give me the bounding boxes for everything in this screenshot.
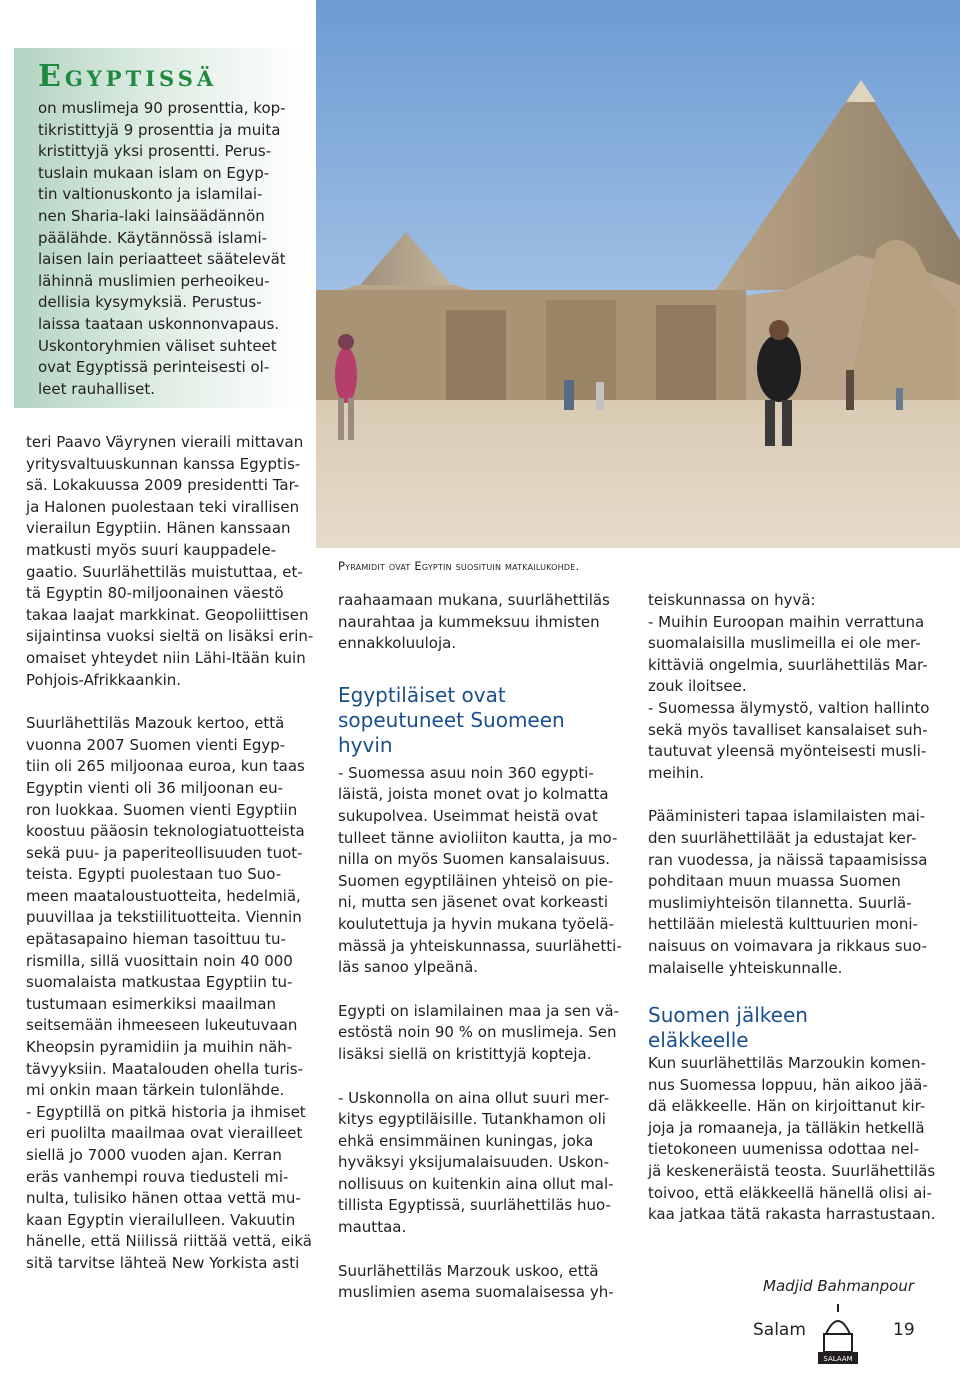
text-line: ran vuodessa, ja näissä tapaamisissa [648,850,928,869]
text-line: päälähde. Käytännössä islami- [38,228,268,247]
text-line: ni, mutta sen jäsenet ovat korkeasti [338,893,608,912]
text-line: muslimien asema suomalaisessa yh- [338,1283,614,1302]
text-line: - Suomessa älymystö, valtion hallinto [648,698,930,717]
text-line: takaa laajat markkinat. Geopoliittisen [26,605,309,624]
text-line: tietokoneen uumenissa odottaa nel- [648,1140,920,1159]
text-line: eläkkeelle [648,1028,749,1053]
text-line: tä Egyptin 80-miljoonainen väestö [26,584,284,603]
text-line: dä eläkkeelle. Hän on kirjoittanut kir- [648,1097,926,1116]
text-line: sekä puu- ja paperiteollisuuden tuot- [26,843,303,862]
text-line: muslimiyhteisön tilannetta. Suurlä- [648,893,912,912]
paragraph [648,590,930,784]
paragraph [338,1088,618,1239]
text-line: läs sanoo ylpeänä. [338,958,479,977]
pyramids-photo [316,0,960,548]
text-line: nen Sharia-laki lainsäädännön [38,206,265,225]
text-line: dellisia kysymyksiä. Perustus- [38,293,262,312]
text-line: - Uskonnolla on aina ollut suuri mer- [338,1088,610,1107]
text-line: lisäksi siellä on kristittyjä kopteja. [338,1044,592,1063]
text-line: meen maataloustuotteita, hedelmiä, [26,886,301,905]
paragraph [338,1001,618,1066]
text-line: koulutettuja ja hyvin mukana työelä- [338,914,614,933]
text-line: nilla on myös Suomen kansalaisuus. [338,850,611,869]
text-line: raahaamaan mukana, suurlähettiläs [338,591,610,609]
section-heading [648,1003,918,1053]
text-line: hyväksyi yksijumalaisuuden. Uskon- [338,1153,609,1172]
sidebar-text [38,98,308,400]
text-line: puuvillaa ja tekstiilituotteita. Viennin [26,908,302,927]
text-line: sitä tarvitse lähteä New Yorkista asti [26,1253,300,1272]
text-line: naisuus on voimavara ja rikkaus suo- [648,936,927,955]
paragraph [338,763,622,979]
text-line: sekä myös tavalliset kansalaiset suh- [648,720,928,739]
text-line: suomalaisilla muslimeilla ei ole mer- [648,634,921,653]
paragraph [26,432,314,691]
magazine-name: Salam [753,1320,806,1340]
text-line: teri Paavo Väyrynen vieraili mittavan [26,433,304,451]
text-line: eräs vanhempi rouva tiedusteli mi- [26,1167,289,1186]
text-line: rismilla, sillä vuosittain noin 40 000 [26,951,293,970]
text-line: laissa taataan uskonnonvapaus. [38,314,280,333]
text-line: seitsemään ihmeeseen lukeutuvaan [26,1016,298,1035]
text-line: mi onkin maan tärkein tulonlähde. [26,1081,285,1100]
text-line: kaan Egyptin vierailulleen. Vakuutin [26,1210,296,1229]
magazine-logo [812,1300,864,1366]
page-number: 19 [893,1320,915,1340]
article-column-3 [648,590,936,1226]
text-line: tiin oli 265 miljoonaa euroa, kun taas [26,757,305,776]
section-heading [338,683,618,758]
text-line: tustumaan esimerkiksi maailman [26,994,277,1013]
text-line: teista. Egypti puolestaan tuo Suo- [26,865,282,884]
paragraph [648,1053,936,1226]
text-line: matkusti myös suuri kauppadele- [26,540,277,559]
text-line: teiskunnassa on hyvä: [648,591,816,609]
paragraph [648,806,928,979]
text-line: nulta, tulisiko hänen ottaa vettä mu- [26,1189,301,1208]
article-column-1 [26,432,314,1275]
text-line: Pääministeri tapaa islamilaisten mai- [648,807,926,826]
text-line: vierailun Egyptiin. Hänen kanssaan [26,519,291,538]
text-line: siellä jo 7000 vuoden ajan. Kerran [26,1146,282,1164]
text-line: laisen lain periaatteet säätelevät [38,250,286,269]
text-line: Suurlähettiläs Mazouk kertoo, että [26,714,285,733]
text-line: Uskontoryhmien väliset suhteet [38,336,277,355]
author-byline: Madjid Bahmanpour [763,1277,914,1295]
text-line: tulleet tänne avioliiton kautta, ja mo- [338,828,618,847]
text-line: zouk iloitsee. [648,677,747,696]
text-line: sukupolvea. Useimmat heistä ovat [338,806,598,825]
text-line: ovat Egyptissä perinteisesti ol- [38,358,270,377]
text-line: leet rauhalliset. [38,379,156,398]
text-line: naurahtaa ja kummeksuu ihmisten [338,612,600,631]
text-line: Suomen jälkeen [648,1003,808,1028]
article-column-2 [338,590,622,1304]
paragraph [338,1261,618,1304]
text-line: Suurlähettiläs Marzouk uskoo, että [338,1261,599,1280]
text-line: joja ja romaaneja, ja tälläkin hetkellä [648,1118,925,1137]
text-line: Egypti on islamilainen maa ja sen vä- [338,1001,620,1020]
photo-caption: Pyramidit ovat Egyptin suosituin matkailukohde. [338,559,580,573]
text-line: hettilään mielestä kulttuurien moni- [648,915,918,934]
paragraph [338,590,618,655]
logo-text: SALAAM [823,1355,853,1363]
text-line: läistä, joista monet ovat jo kolmatta [338,785,609,804]
text-line: kittäviä ongelmia, suurlähettiläs Mar- [648,655,928,674]
text-line: Kheopsin pyramidiin ja muihin näh- [26,1038,293,1057]
text-line: kristittyjä yksi prosentti. Perus- [38,142,272,161]
text-line: meihin. [648,763,704,782]
text-line: estöstä noin 90 % on muslimeja. Sen [338,1023,617,1042]
sidebar-title: Egyptissä [38,59,218,94]
text-line: mauttaa. [338,1218,407,1237]
text-line: sopeutuneet Suomeen [338,707,565,732]
text-line: - Egyptillä on pitkä historia ja ihmiset [26,1102,306,1121]
text-line: nus Suomessa loppuu, hän aikoo jää- [648,1075,928,1094]
text-line: gaatio. Suurlähettiläs muistuttaa, et- [26,562,303,581]
text-line: tillista Egyptissä, suurlähettiläs huo- [338,1196,611,1215]
text-line: yritysvaltuuskunnan kanssa Egyptis- [26,454,301,473]
text-line: epätasapaino hieman tasoittuu tu- [26,930,286,949]
text-line: Egyptiläiset ovat [338,682,506,707]
text-line: lähinnä muslimien perheoikeu- [38,271,270,290]
text-line: hänelle, että Niilissä riittää vettä, eikä [26,1232,312,1251]
text-line: ennakkoluuloja. [338,634,457,653]
text-line: omaiset yhteydet niin Lähi-Itään kuin [26,648,306,667]
text-line: nollisuus on kuitenkin aina ollut mal- [338,1174,614,1193]
text-line: - Muihin Euroopan maihin verrattuna [648,612,925,631]
text-line: koostuu pääosin teknologiatuotteista [26,822,305,841]
tourist [757,334,801,402]
text-line: suomalaista matkustaa Egyptiin tu- [26,973,293,992]
text-line: jä keskeneräistä teosta. Suurlähettiläs [648,1162,936,1181]
text-line: tautuvat yleensä myönteisesti musli- [648,742,927,761]
tourist [335,347,357,403]
text-line: pohditaan muun muassa Suomen [648,872,901,891]
text-line: kaa jatkaa tätä rakasta harrastustaan. [648,1205,936,1224]
text-line: malaiselle yhteiskunnalle. [648,958,843,977]
text-line: vuonna 2007 Suomen vienti Egyp- [26,735,286,754]
paragraph [26,713,312,1274]
text-line: Kun suurlähettiläs Marzoukin komen- [648,1054,926,1073]
text-line: Egyptin vienti oli 36 miljoonan eu- [26,778,284,797]
text-line: den suurlähettiläät ja edustajat ker- [648,828,917,847]
text-line: mässä ja yhteiskunnassa, suurlähetti- [338,936,622,955]
text-line: tikristittyjä 9 prosenttia ja muita [38,120,281,139]
text-line: - Suomessa asuu noin 360 egypti- [338,763,594,782]
text-line: kitys egyptiläisille. Tutankhamon oli [338,1110,606,1129]
text-line: ehkä ensimmäinen kuningas, joka [338,1131,594,1150]
text-line: tävyyksiin. Maatalouden ohella turis- [26,1059,304,1078]
text-line: tin valtionuskonto ja islamilai- [38,185,263,204]
text-line: ja Halonen puolestaan teki virallisen [26,497,300,516]
text-line: tuslain mukaan islam on Egyp- [38,163,270,182]
text-line: on muslimeja 90 prosenttia, kop- [38,99,286,117]
text-line: ron luokkaa. Suomen vienti Egyptiin [26,800,298,819]
text-line: toivoo, että eläkkeellä hänellä olisi ai- [648,1183,932,1202]
text-line: Suomen egyptiläinen yhteisö on pie- [338,871,614,890]
text-line: hyvin [338,732,393,757]
text-line: eri puolilta maailmaa ovat vierailleet [26,1124,303,1143]
text-line: sijaintinsa vuoksi sieltä on lisäksi erin- [26,627,314,646]
text-line: Pohjois-Afrikkaankin. [26,670,182,689]
text-line: sä. Lokakuussa 2009 presidentti Tar- [26,476,300,495]
